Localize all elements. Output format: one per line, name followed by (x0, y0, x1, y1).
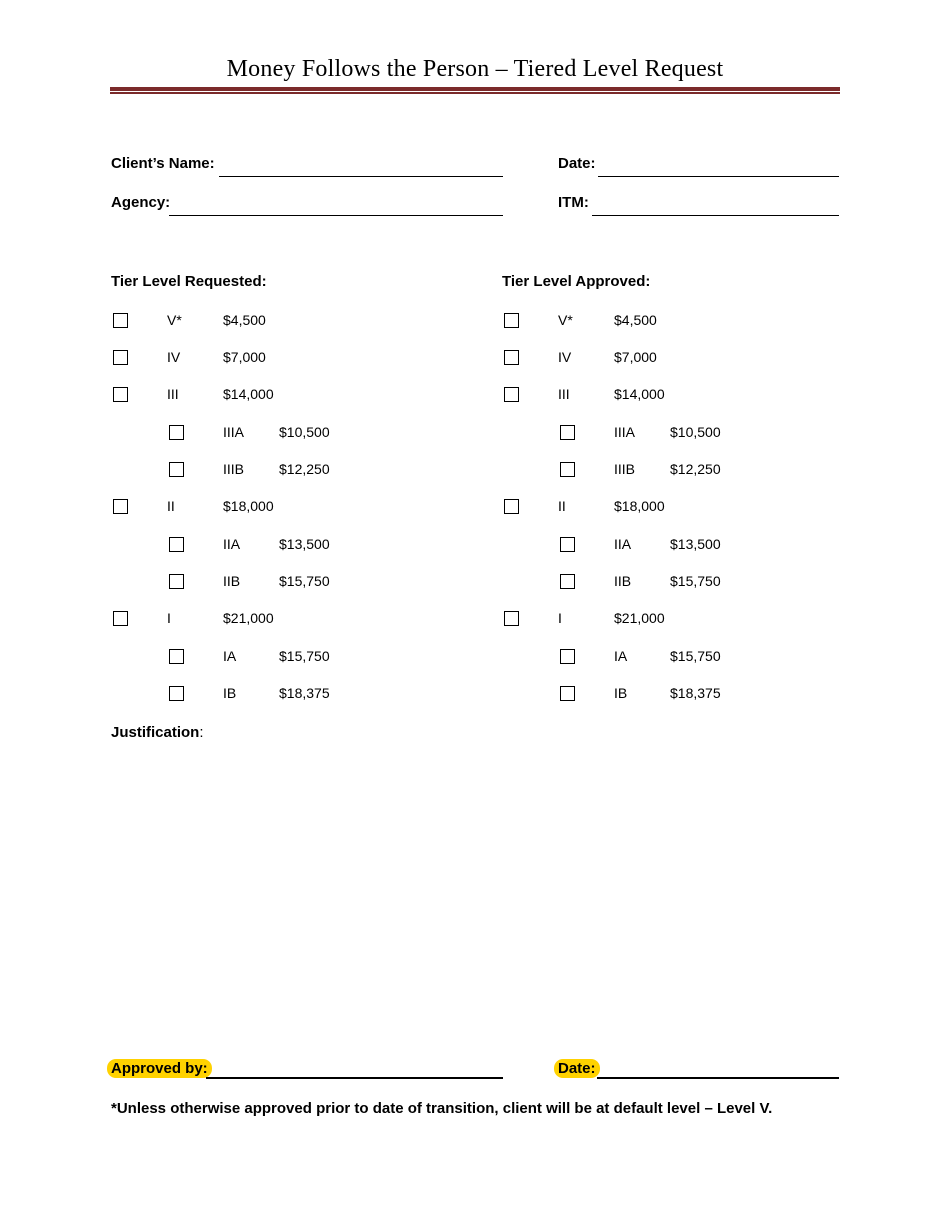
agency-label: Agency: (111, 194, 171, 211)
tier-approved-checkbox[interactable] (560, 537, 575, 552)
tier-amount: $13,500 (670, 536, 721, 552)
tier-approved-checkbox[interactable] (560, 686, 575, 701)
client-name-input-line[interactable] (219, 176, 503, 177)
tier-level: IIIB (223, 461, 245, 477)
tier-approved-row (0, 312, 900, 332)
tier-approved-subrow (0, 685, 900, 705)
tier-amount: $15,750 (279, 573, 330, 589)
tier-requested-heading: Tier Level Requested: (111, 273, 267, 290)
tier-amount: $18,000 (223, 498, 274, 514)
tier-amount: $14,000 (614, 386, 665, 402)
tier-level: V* (558, 312, 573, 328)
tier-approved-checkbox[interactable] (560, 574, 575, 589)
tier-approved-checkbox[interactable] (560, 425, 575, 440)
tier-level: III (167, 386, 179, 402)
tier-amount: $15,750 (279, 648, 330, 664)
tier-level: IIB (223, 573, 241, 589)
page-title: Money Follows the Person – Tiered Level Request (226, 56, 724, 82)
tier-level: IIA (223, 536, 241, 552)
tier-approved-subrow (0, 648, 900, 668)
justification-label (111, 724, 204, 741)
tier-level: IIIB (614, 461, 636, 477)
tier-approved-checkbox[interactable] (504, 313, 519, 328)
tier-amount: $7,000 (614, 349, 657, 365)
justification-area[interactable] (111, 750, 839, 1040)
client-name-label: Client’s Name: (111, 155, 215, 172)
tier-approved-row (0, 349, 900, 369)
client-name-field[interactable] (111, 155, 503, 177)
tier-approved-heading: Tier Level Approved: (502, 273, 651, 290)
tier-level: IIIA (223, 424, 245, 440)
tier-level: IIA (614, 536, 632, 552)
tier-amount: $14,000 (223, 386, 274, 402)
tier-approved-row (0, 386, 900, 406)
tier-level: I (558, 610, 562, 626)
itm-field[interactable] (558, 194, 839, 216)
title-rule-thin (110, 92, 840, 94)
tier-approved-subrow (0, 536, 900, 556)
tier-amount: $12,250 (670, 461, 721, 477)
date-field[interactable] (558, 155, 839, 177)
agency-input-line[interactable] (169, 215, 503, 216)
signoff-date-line[interactable] (597, 1077, 839, 1079)
tier-amount: $18,375 (670, 685, 721, 701)
agency-field[interactable] (111, 194, 503, 216)
tier-amount: $15,750 (670, 648, 721, 664)
tier-level: IIB (614, 573, 632, 589)
tier-approved-subrow (0, 573, 900, 593)
tier-amount: $13,500 (279, 536, 330, 552)
tier-level: IV (167, 349, 181, 365)
tier-level: II (558, 498, 566, 514)
justification-label-text: Justification (111, 724, 200, 741)
tier-amount: $10,500 (670, 424, 721, 440)
tier-approved-checkbox[interactable] (504, 350, 519, 365)
date-label: Date: (558, 155, 596, 172)
tier-level: IA (614, 648, 628, 664)
tier-approved-subrow (0, 461, 900, 481)
tier-approved-checkbox[interactable] (504, 387, 519, 402)
itm-input-line[interactable] (592, 215, 839, 216)
tier-level: IA (223, 648, 237, 664)
tier-amount: $21,000 (614, 610, 665, 626)
tier-level: IB (614, 685, 628, 701)
tier-level: IV (558, 349, 572, 365)
tier-level: IIIA (614, 424, 636, 440)
approved-by-line[interactable] (206, 1077, 503, 1079)
tier-level: V* (167, 312, 182, 328)
tier-level: I (167, 610, 171, 626)
justification-colon: : (199, 724, 204, 741)
date-input-line[interactable] (598, 176, 839, 177)
itm-label: ITM: (558, 194, 589, 211)
tier-level: IB (223, 685, 237, 701)
title-rule (110, 87, 840, 91)
tier-amount: $10,500 (279, 424, 330, 440)
tier-approved-row (0, 610, 900, 630)
tier-approved-row (0, 498, 900, 518)
tier-approved-checkbox[interactable] (560, 649, 575, 664)
tier-amount: $15,750 (670, 573, 721, 589)
tier-amount: $7,000 (223, 349, 266, 365)
tier-amount: $21,000 (223, 610, 274, 626)
tier-level: III (558, 386, 570, 402)
tier-approved-subrow (0, 424, 900, 444)
tier-approved-checkbox[interactable] (504, 499, 519, 514)
tier-approved-checkbox[interactable] (504, 611, 519, 626)
approved-by-label: Approved by: (107, 1059, 212, 1078)
tier-amount: $4,500 (223, 312, 266, 328)
tier-amount: $4,500 (614, 312, 657, 328)
footnote: *Unless otherwise approved prior to date of transition, client will be at default level – Level V. (111, 1100, 773, 1117)
signoff-date-label: Date: (554, 1059, 600, 1078)
tier-amount: $18,375 (279, 685, 330, 701)
tier-approved-checkbox[interactable] (560, 462, 575, 477)
tier-amount: $18,000 (614, 498, 665, 514)
tier-level: II (167, 498, 175, 514)
tier-amount: $12,250 (279, 461, 330, 477)
